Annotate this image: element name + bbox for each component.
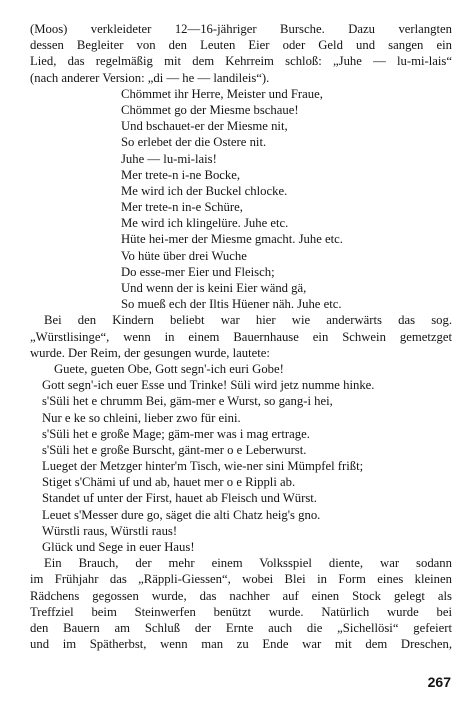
text-line: Rädchens gegossen wurde, das nachher auf einen Stock gelegt als [30,588,452,603]
text-line: im Frühjahr das „Räppli-Giessen“, wobei Blei in Form eines kleinen [30,572,452,587]
text-line: dessen Begleiter von den Leuten Eier oder Geld und sangen ein [30,38,452,53]
text-line: „Würstlisinge“, wenn in einem Bauernhause ein Schwein gemetzget [30,329,452,344]
text-line: Und bschauet-er der Miesme nit, [121,119,288,134]
page-body-text [30,21,452,652]
text-line: So mueß ech der Iltis Hüener näh. Juhe etc. [121,297,342,312]
text-line: Chömmet ihr Herre, Meister und Fraue, [121,86,323,101]
page-number: 267 [427,674,451,690]
text-line: Do esse-mer Eier und Fleisch; [121,264,275,279]
text-line: Chömmet go der Miesme bschaue! [121,102,299,117]
text-line: den Bauern am Schluß der Ernte auch die „Sichellösi“ gefeiert [30,620,452,635]
text-line: Würstli raus, Würstli raus! [42,523,178,538]
text-line: (Moos) verkleideter 12—16-jähriger Bursche. Dazu verlangten [30,22,452,36]
text-line: wurde. Der Reim, der gesungen wurde, lautete: [30,345,270,360]
text-line: Mer trete-n i-ne Bocke, [121,167,241,182]
text-line: Me wird ich klingelüre. Juhe etc. [121,216,289,231]
text-line: So erlebet der die Ostere nit. [121,135,267,150]
text-line: Und wenn der is keini Eier wänd gä, [121,281,307,295]
text-line: s'Süli het e große Burscht, gänt-mer o e Leberwurst. [42,442,307,457]
text-line: (nach anderer Version: „di — he — landileis“). [30,70,270,85]
text-line: Me wird ich der Buckel chlocke. [121,183,288,198]
text-line: Mer trete-n in-e Schüre, [121,200,243,215]
text-line: Gott segn'-ich euer Esse und Trinke! Süli wird jetz numme hinke. [42,378,375,393]
text-line: und im Spätherbst, wenn man zu Ende war mit dem Dreschen, [30,637,452,652]
text-line: s'Süli het e große Mage; gäm-mer was i mag ertrage. [42,426,310,441]
text-line: Nur e ke so chleini, lieber zwo für eini. [42,410,241,425]
text-line: Stiget s'Chämi uf und ab, hauet mer o e Rippli ab. [42,475,296,490]
text-line: Hüte hei-mer der Miesme gmacht. Juhe etc. [121,232,343,247]
text-line: Leuet s'Messer dure go, säget die alti Chatz heig's gno. [42,507,321,522]
text-line: Guete, gueten Obe, Gott segn'-ich euri Gobe! [54,361,284,376]
text-line: Vo hüte über drei Wuche [121,248,247,263]
text-line: Lueget der Metzger hinter'm Tisch, wie-ner sini Mümpfel frißt; [42,459,364,474]
text-line: Glück und Sege in euer Haus! [42,540,195,554]
text-line: s'Süli het e chrumm Bei, gäm-mer e Wurst, so gang-i hei, [42,394,333,409]
text-line: Ein Brauch, der mehr einem Volksspiel diente, war sodann [44,556,452,571]
text-line: Juhe — lu-mi-lais! [121,151,217,166]
text-line: Lied, das regelmäßig mit dem Kehrreim schloß: „Juhe — lu-mi-lais“ [30,54,452,69]
text-line: Treffziel beim Steinwerfen benützt wurde. Natürlich wurde bei [30,604,452,619]
text-line: Bei den Kindern beliebt war hier wie anderwärts das sog. [44,313,452,328]
text-line: Standet uf unter der First, hauet ab Fleisch und Würst. [42,491,317,506]
